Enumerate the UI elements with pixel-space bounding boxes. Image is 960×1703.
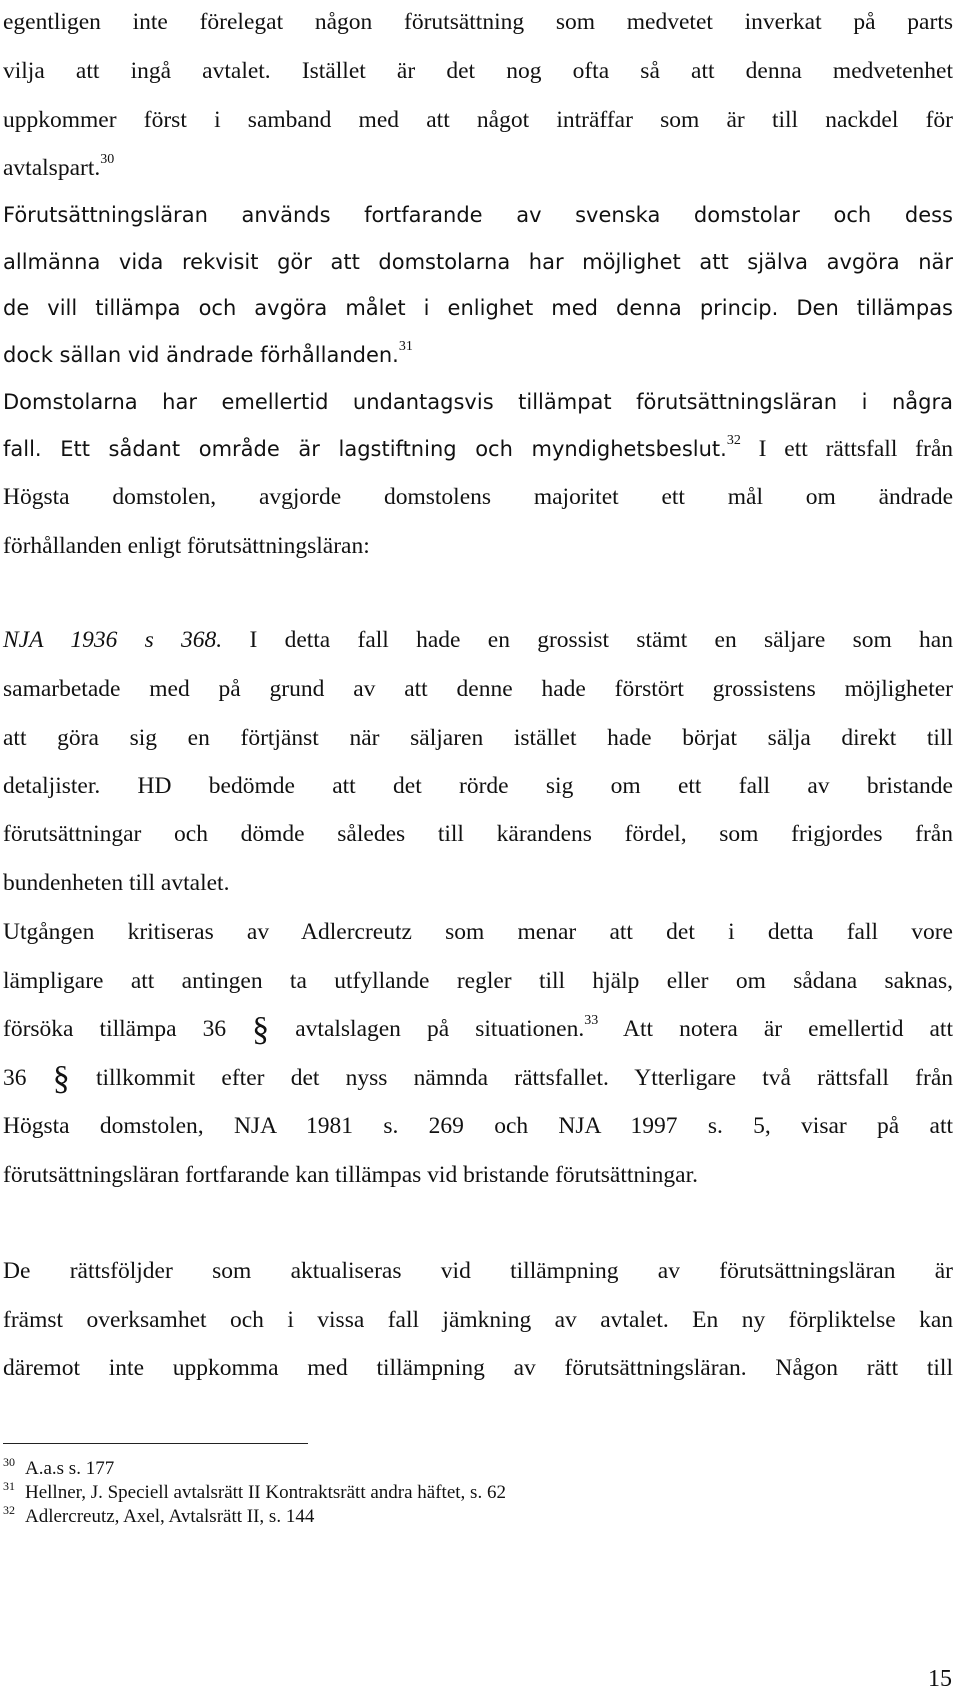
- footnote-ref: 33: [584, 1013, 599, 1028]
- body-line: egentligen inte förelegat någon förutsättning som medvetet inverkat på parts: [3, 9, 953, 35]
- body-line: Domstolarna har emellertid undantagsvis tillämpat förutsättningsläran i några: [3, 390, 953, 414]
- section-sign: §: [52, 1060, 70, 1097]
- body-line: samarbetade med på grund av att denne hade förstört grossistens möjligheter: [3, 676, 953, 702]
- body-line: lämpligare att antingen ta utfyllande regler till hjälp eller om sådana saknas,: [3, 968, 953, 994]
- footnote-number: 31: [3, 1479, 15, 1493]
- footnote-ref: 30: [100, 152, 115, 167]
- body-line: NJA 1936 s 368. I detta fall hade en grossist stämt en säljare som han: [3, 627, 953, 653]
- footnote-text: A.a.s s. 177: [25, 1458, 115, 1479]
- footnote: [3, 1503, 315, 1528]
- body-line: Förutsättningsläran används fortfarande av svenska domstolar och dess: [3, 203, 953, 227]
- body-line: De rättsföljder som aktualiseras vid tillämpning av förutsättningsläran är: [3, 1258, 953, 1284]
- body-line: att göra sig en förtjänst när säljaren istället hade börjat sälja direkt till: [3, 725, 953, 751]
- body-line: dock sällan vid ändrade förhållanden.$^{31}$: [3, 339, 413, 367]
- footnote-ref: 31: [398, 339, 413, 354]
- footnote-text: Adlercreutz, Axel, Avtalsrätt II, s. 144: [25, 1506, 315, 1527]
- body-line: förutsättningar och dömde således till kärandens fördel, som frigjordes från: [3, 821, 953, 847]
- body-line: de vill tillämpa och avgöra målet i enlighet med denna princip. Den tillämpas: [3, 296, 953, 320]
- body-line: förutsättningsläran fortfarande kan tillämpas vid bristande förutsättningar.: [3, 1162, 699, 1188]
- body-line: förhållanden enligt förutsättningsläran:: [3, 533, 370, 559]
- body-line: uppkommer först i samband med att något inträffar som är till nackdel för: [3, 107, 953, 133]
- body-line: däremot inte uppkomma med tillämpning av förutsättningsläran. Någon rätt till: [3, 1355, 953, 1381]
- body-line: 36 § tillkommit efter det nyss nämnda rättsfallet. Ytterligare två rättsfall från: [3, 1060, 954, 1097]
- footnote-number: 32: [3, 1503, 15, 1517]
- body-line: främst overksamhet och i vissa fall jämkning av avtalet. En ny förpliktelse kan: [3, 1307, 953, 1333]
- body-line: avtalspart.$^{30}$: [3, 152, 115, 181]
- body-line: detaljister. HD bedömde att det rörde sig om ett fall av bristande: [3, 773, 953, 799]
- body-line: Utgången kritiseras av Adlercreutz som menar att det i detta fall vore: [3, 919, 953, 945]
- body-line: bundenheten till avtalet.: [3, 870, 230, 896]
- footnote-ref: 32: [726, 433, 741, 448]
- footnote-number: 30: [3, 1455, 15, 1469]
- body-line: vilja att ingå avtalet. Istället är det nog ofta så att denna medvetenhet: [3, 58, 953, 84]
- footnote: [3, 1479, 506, 1504]
- footnote-text: Hellner, J. Speciell avtalsrätt II Kontraktsrätt andra häftet, s. 62: [25, 1482, 506, 1503]
- body-line: Högsta domstolen, avgjorde domstolens majoritet ett mål om ändrade: [3, 484, 953, 510]
- footnote: [3, 1455, 115, 1480]
- page-number: 15: [928, 1666, 952, 1692]
- body-line: försöka tillämpa 36 § avtalslagen på situationen.$^{33}$ Att notera är emellertid att: [3, 1011, 953, 1048]
- case-citation: NJA 1936 s 368.: [3, 627, 223, 653]
- body-line: Högsta domstolen, NJA 1981 s. 269 och NJA 1997 s. 5, visar på att: [3, 1113, 953, 1139]
- section-sign: §: [252, 1011, 270, 1048]
- body-line: fall. Ett sådant område är lagstiftning och myndighetsbeslut.$^{32}$ I ett rättsfall från: [3, 433, 953, 462]
- footnote-divider: [3, 1443, 308, 1444]
- body-line: allmänna vida rekvisit gör att domstolarna har möjlighet att själva avgöra när: [3, 250, 953, 274]
